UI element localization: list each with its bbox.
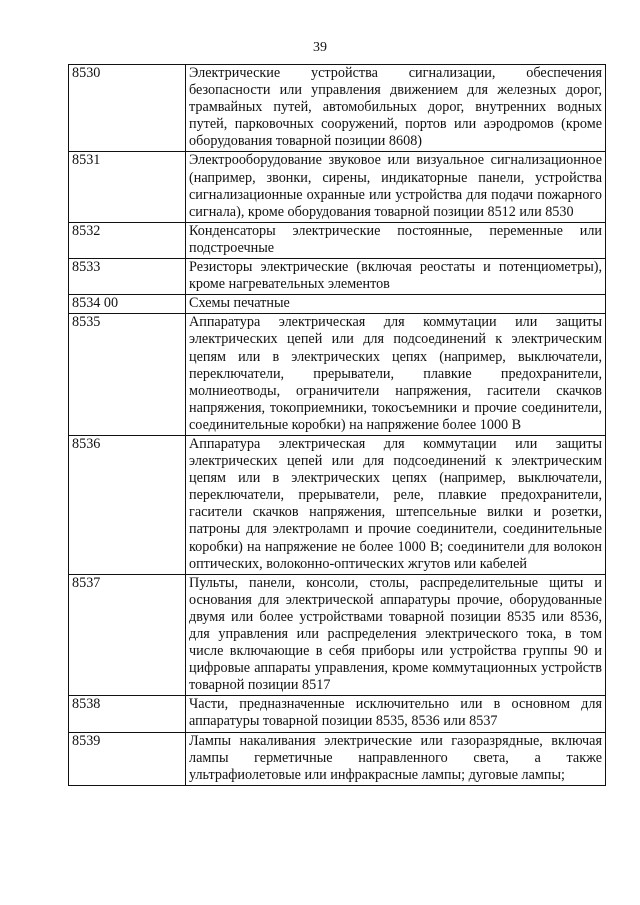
table-row [69, 295, 606, 314]
code-cell: 8537 [69, 574, 186, 696]
table-row [69, 314, 606, 436]
page-number: 39 [313, 40, 327, 55]
code-cell: 8534 00 [69, 295, 186, 314]
tariff-codes-table [68, 64, 606, 786]
description-cell: Пульты, панели, консоли, столы, распределительные щиты и основания для электрической аппаратуры прочие, оборудованные двумя или более устройствами товарной позиции 8535 или 8536, для управления или распределения электрического тока, в том числе включающие в себя приборы или устройства группы 90 и цифровые аппараты управления, кроме коммутационных устройств товарной позиции 8517 [186, 574, 606, 696]
code-cell: 8539 [69, 732, 186, 785]
code-cell: 8531 [69, 152, 186, 222]
code-cell: 8536 [69, 435, 186, 574]
description-cell: Конденсаторы электрические постоянные, переменные или подстроечные [186, 222, 606, 258]
code-cell: 8535 [69, 314, 186, 436]
description-cell: Схемы печатные [186, 295, 606, 314]
table-row [69, 222, 606, 258]
description-cell: Электрические устройства сигнализации, обеспечения безопасности или управления движением для железных дорог, трамвайных путей, автомобильных дорог, внутренних водных путей, парковочных сооружений, портов или аэродромов (кроме оборудования товарной позиции 8608) [186, 65, 606, 152]
description-cell: Лампы накаливания электрические или газоразрядные, включая лампы герметичные направленного света, а также ультрафиолетовые или инфракрасные лампы; дуговые лампы; [186, 732, 606, 785]
description-cell: Электрооборудование звуковое или визуальное сигнализационное (например, звонки, сирены, индикаторные панели, устройства сигнализационные охранные или устройства для подачи пожарного сигнала), кроме оборудования товарной позиции 8512 или 8530 [186, 152, 606, 222]
table-row [69, 259, 606, 295]
table-row [69, 696, 606, 732]
code-cell: 8530 [69, 65, 186, 152]
description-cell: Части, предназначенные исключительно или в основном для аппаратуры товарной позиции 8535, 8536 или 8537 [186, 696, 606, 732]
description-cell: Аппаратура электрическая для коммутации или защиты электрических цепей или для подсоединений к электрическим цепям или в электрических цепях (например, выключатели, переключатели, прерыватели, плавкие предохранители, молниеотводы, ограничители напряжения, гасители скачков напряжения, токоприемники, токосъемники и прочие соединители, соединительные коробки) на напряжение более 1000 В [186, 314, 606, 436]
description-cell: Резисторы электрические (включая реостаты и потенциометры), кроме нагревательных элементов [186, 259, 606, 295]
code-cell: 8538 [69, 696, 186, 732]
table-row [69, 435, 606, 574]
table-row [69, 65, 606, 152]
table-row [69, 574, 606, 696]
description-cell: Аппаратура электрическая для коммутации или защиты электрических цепей или для подсоединений к электрическим цепям или в электрических цепях (например, выключатели, переключатели, прерыватели, реле, плавкие предохранители, гасители скачков напряжения, штепсельные вилки и розетки, патроны для электроламп и прочие соединители, соединительные коробки) на напряжение не более 1000 В; соединители для волокон оптических, волоконно-оптических жгутов или кабелей [186, 435, 606, 574]
table-row [69, 732, 606, 785]
table-row [69, 152, 606, 222]
code-cell: 8533 [69, 259, 186, 295]
code-cell: 8532 [69, 222, 186, 258]
